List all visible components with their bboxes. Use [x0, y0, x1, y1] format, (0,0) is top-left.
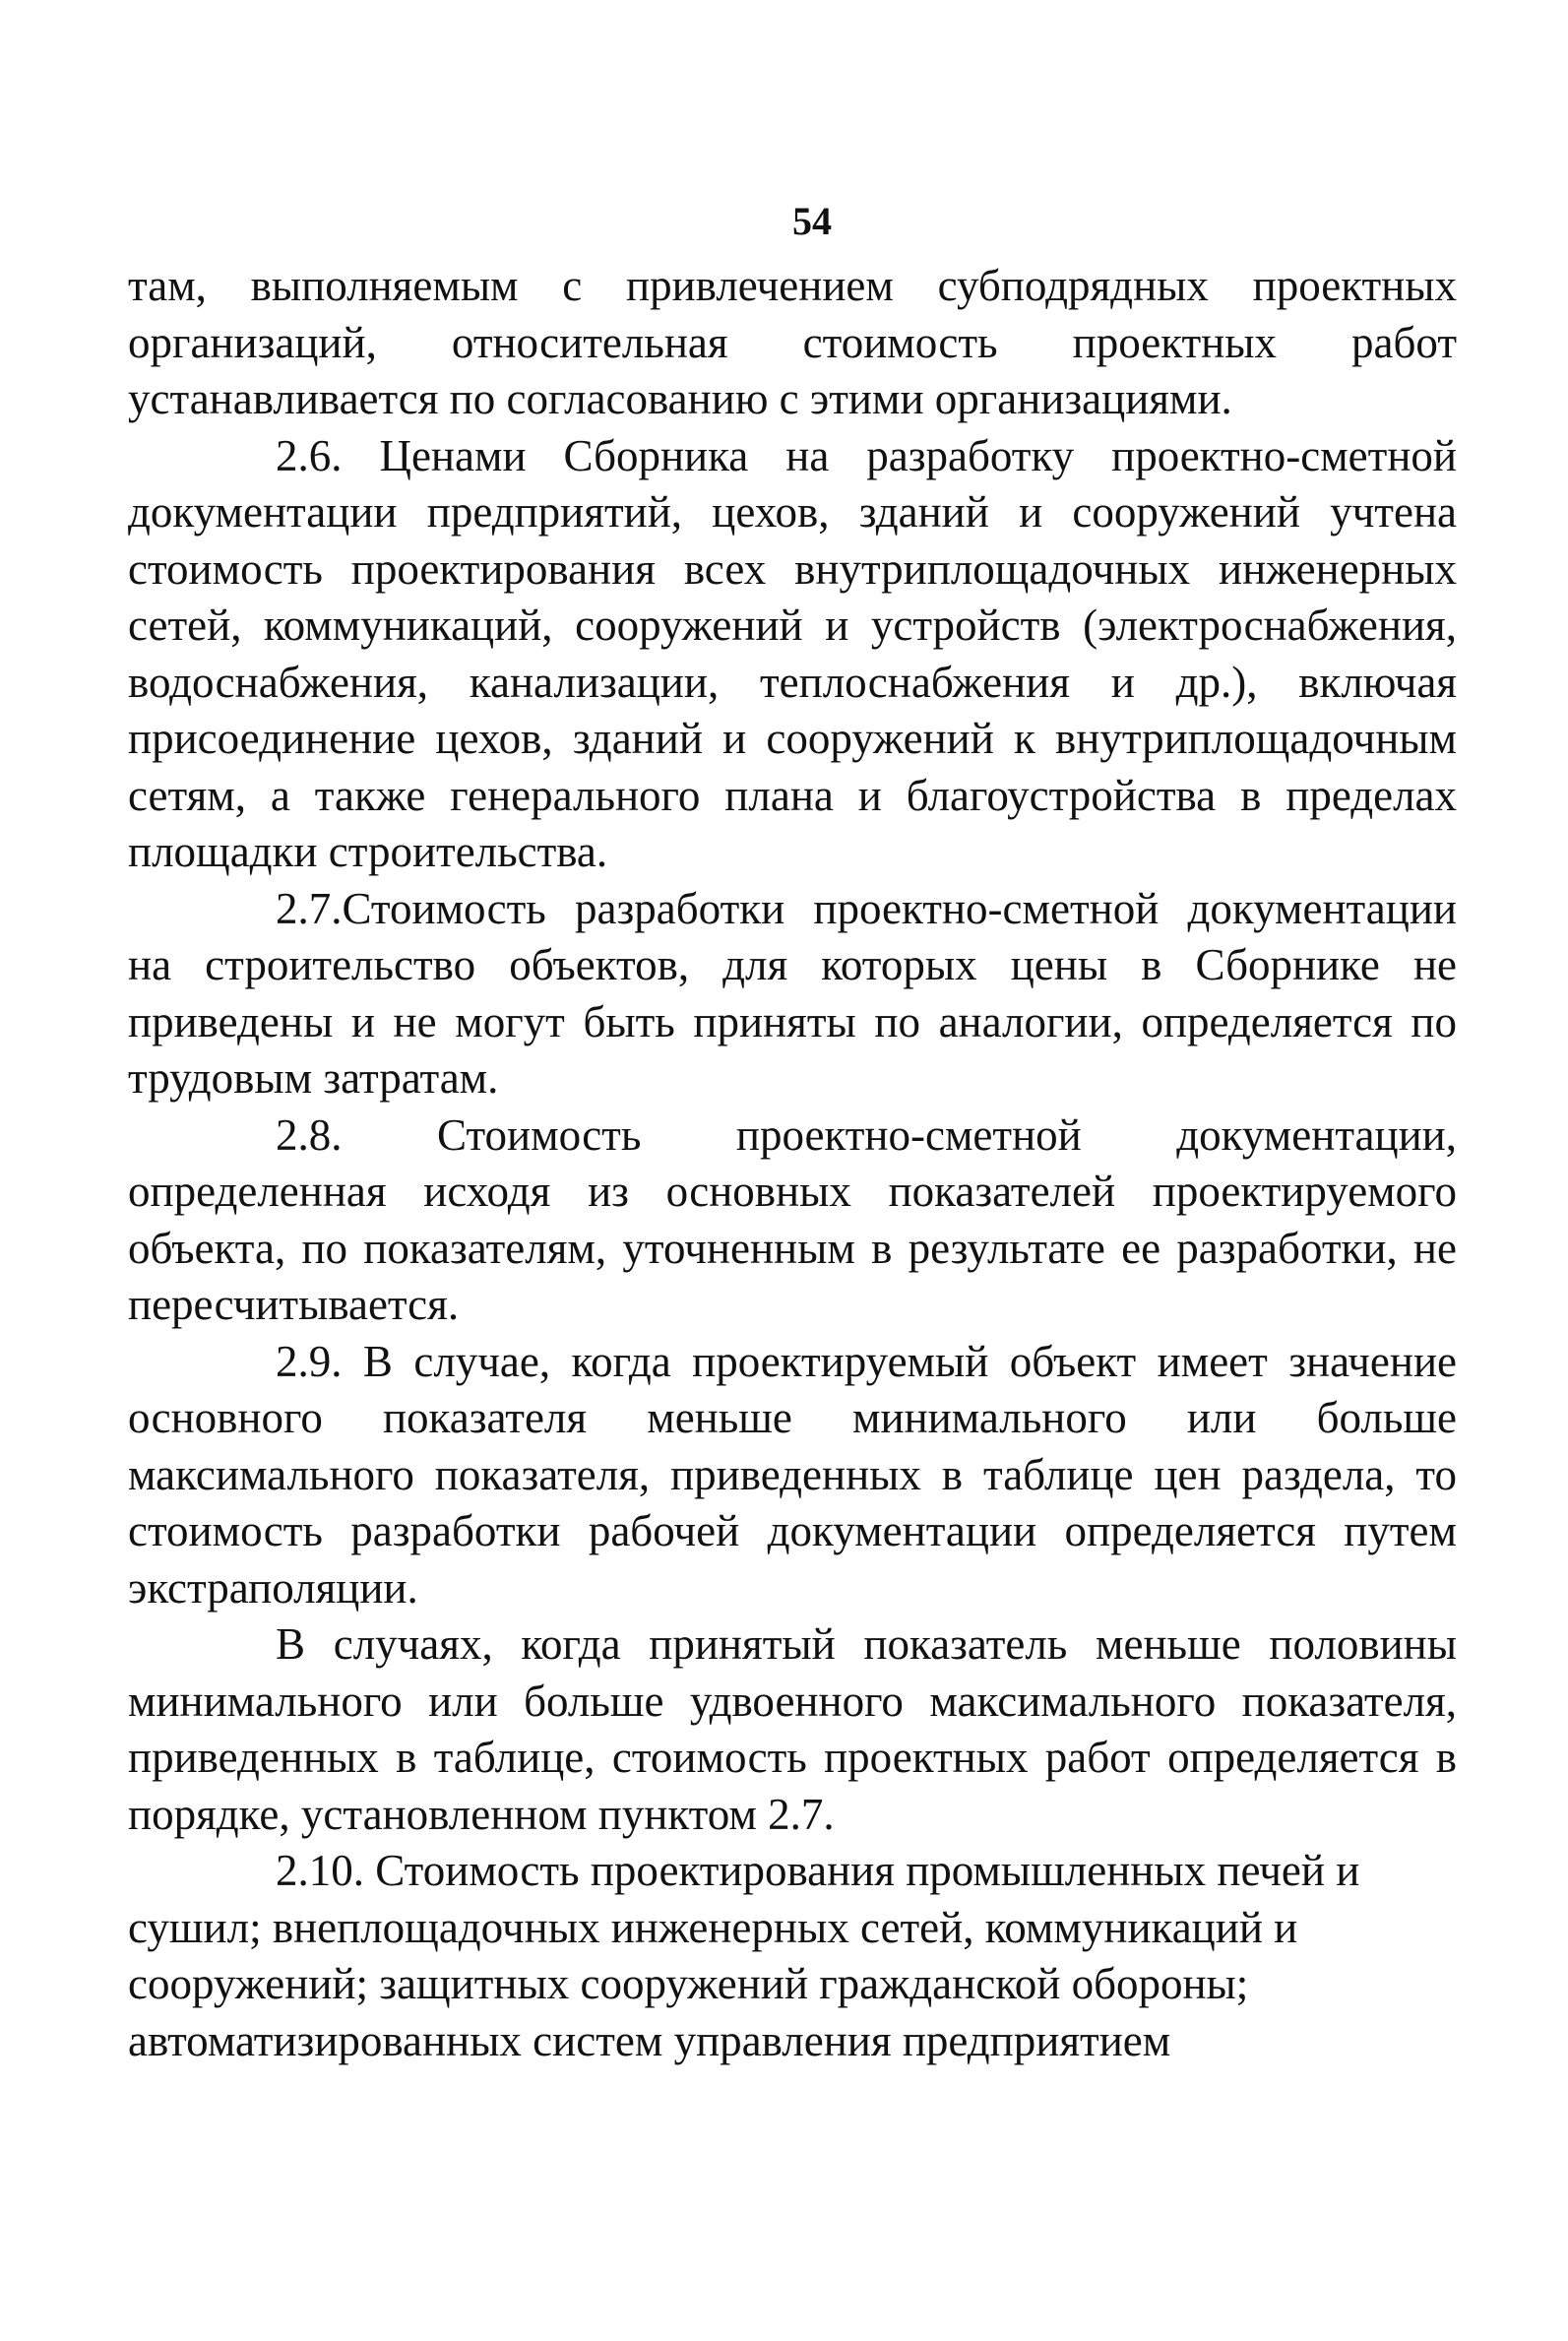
- paragraph-2-7: 2.7.Стоимость разработки проектно-сметной документации на строительство объектов, для которых цены в Сборнике не приведены и не могут быть приняты по аналогии, определяется по трудовым затратам.: [128, 883, 1457, 1103]
- paragraph-2-9: 2.9. В случае, когда проектируемый объект имеет значение основного показателя меньше минимального или больше максимального показателя, приведенных в таблице цен раздела, то стоимость разработки рабочей документации определяется путем экстраполяции.: [128, 1336, 1457, 1613]
- paragraph-2-10: 2.10. Стоимость проектирования промышленных печей и сушил; внеплощадочных инженерных сетей, коммуникаций и сооружений; защитных сооружений гражданской обороны; автоматизированных систем управления предприятием: [128, 1846, 1360, 2065]
- paragraph-2-8: 2.8. Стоимость проектно-сметной документации, определенная исходя из основных показателей проектируемого объекта, по показателям, уточненным в результате ее разработки, не пересчитывается.: [128, 1109, 1457, 1329]
- page-number: 54: [792, 199, 832, 243]
- document-page: [128, 197, 1457, 2069]
- paragraph-2-9-continued: В случаях, когда принятый показатель меньше половины минимального или больше удвоенного максимального показателя, приведенных в таблице, стоимость проектных работ определяется в порядке, установленном пунктом 2.7.: [128, 1619, 1457, 1839]
- paragraph-continuation: там, выполняемым с привлечением субподрядных проектных организаций, относительная стоимость проектных работ устанавливается по согласованию с этими организациями.: [128, 261, 1457, 423]
- paragraph-2-6: 2.6. Ценами Сборника на разработку проектно-сметной документации предприятий, цехов, зданий и сооружений учтена стоимость проектирования всех внутриплощадочных инженерных сетей, коммуникаций, сооружений и устройств (электроснабжения, водоснабжения, канализации, теплоснабжения и др.), включая присоединение цехов, зданий и сооружений к внутриплощадочным сетям, а также генерального плана и благоустройства в пределах площадки строительства.: [128, 430, 1457, 876]
